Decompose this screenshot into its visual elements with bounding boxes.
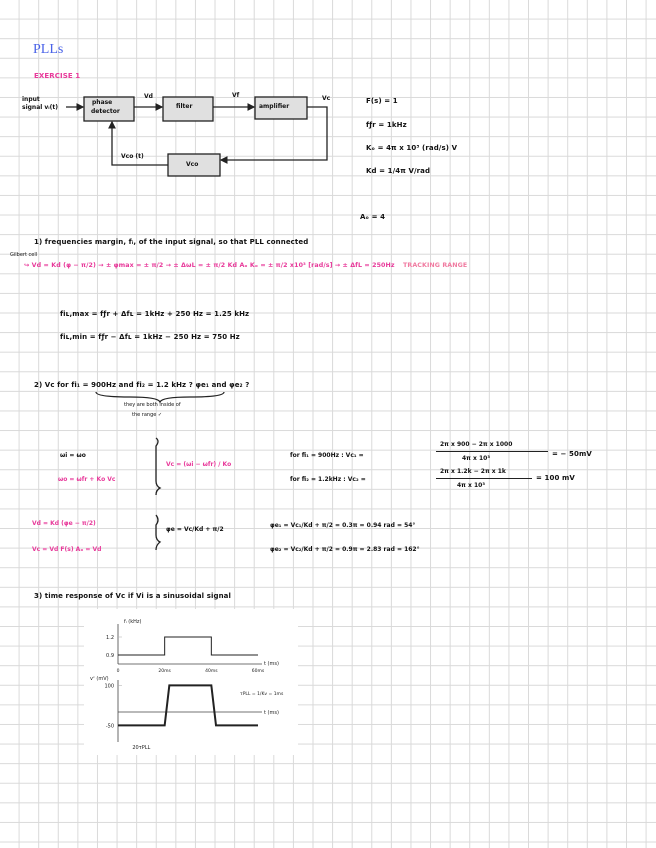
- chart2-ytick-label: 100: [104, 683, 114, 690]
- chart1-ytick-label: 0.9: [106, 653, 114, 659]
- q2-phie2: φe₂ = Vc₂/Kd + π/2 = 0.9π = 2.83 rad = 162°: [270, 546, 420, 553]
- chart1-series-line: [118, 637, 258, 655]
- q2-vc-eq: Vc = (ωi − ωfr) / Ko: [166, 461, 232, 468]
- q2-heading: 2) Vc for fi₁ = 900Hz and fi₂ = 1.2 kHz ? φe₁ and φe₂ ?: [34, 381, 250, 389]
- q1-heading: 1) frequencies margin, fᵢ, of the input signal, so that PLL connected: [34, 238, 309, 246]
- exercise-heading: EXERCISE 1: [34, 72, 81, 80]
- vco-out-label: Vco (t): [121, 153, 144, 160]
- chart2-ylabel: vᶜ (mV): [90, 676, 109, 682]
- q2-note-2: the range ✓: [132, 412, 163, 418]
- input-label-1: input: [22, 96, 40, 103]
- q2-for1: for fi₁ = 900Hz : Vc₁ =: [290, 452, 364, 459]
- tracking-range: TRACKING RANGE: [402, 262, 468, 269]
- chart2-bottom-label: 20τPLL: [132, 745, 151, 751]
- q2-frac2-num: 2π x 1.2k − 2π x 1k: [440, 468, 506, 475]
- amplifier-label: amplifier: [259, 103, 290, 110]
- q2-res1: = − 50mV: [552, 450, 592, 458]
- param-ko: Kₒ = 4π x 10³ (rad/s) V: [366, 144, 458, 152]
- chart2-series-line: [118, 685, 258, 725]
- chart2-tau-label: τPLL = 1/Kv = 1ms: [240, 692, 284, 697]
- chart1-xtick-label: 40ms: [205, 669, 218, 674]
- q2-eq-b: ωo = ωfr + Ko Vc: [58, 476, 116, 483]
- q3-heading: 3) time response of Vc if Vi is a sinusoidal signal: [34, 592, 231, 600]
- phase-detector-label: phase: [92, 99, 113, 106]
- chart1-xtick-label: 0: [116, 669, 120, 674]
- vd-label: Vd: [144, 93, 153, 100]
- filter-label: filter: [176, 103, 193, 110]
- chart1-ytick-label: 1.2: [106, 635, 114, 641]
- chart2-xlabel: t (ms): [264, 710, 279, 716]
- q2-frac1-num: 2π x 900 − 2π x 1000: [440, 441, 513, 448]
- input-label-2: signal vᵢ(t): [22, 104, 58, 111]
- param-ao: Aₒ = 4: [360, 213, 386, 221]
- phase-detector-label-2: detector: [91, 108, 120, 115]
- vco-label: Vco: [186, 161, 199, 168]
- q2-res2: = 100 mV: [536, 474, 575, 482]
- param-kd: Kd = 1/4π V/rad: [366, 167, 431, 175]
- q1-equation-text: ↪ Vd = Kd (φ − π/2) → ± φmax = ± π/2 → ± ΔωL = ± π/2 Kd Aₒ Kₒ = ± π/2 x10³ [rad/s] → ± ΔfL = 250Hz: [24, 262, 395, 269]
- q2-vd: Vd = Kd (φe − π/2): [32, 520, 96, 527]
- q2-eq-a: ωi = ωo: [60, 452, 86, 459]
- param-ffr: fƒr = 1kHz: [366, 121, 407, 129]
- chart1-xtick-label: 60ms: [251, 669, 265, 674]
- q2-note-1: they are both inside of: [124, 402, 181, 408]
- chart2-ytick-label: -50: [105, 723, 114, 730]
- fmin-eq: fiʟ,min = fƒr − Δfʟ = 1kHz − 250 Hz = 750 Hz: [60, 333, 240, 341]
- fmax-eq: fiʟ,max = fƒr + Δfʟ = 1kHz + 250 Hz = 1.25 kHz: [60, 310, 250, 318]
- q2-for2: for fi₂ = 1.2kHz : Vc₂ =: [290, 476, 366, 483]
- vc-label: Vc: [322, 95, 331, 102]
- chart1-xlabel: t (ms): [264, 661, 279, 667]
- chart1-ylabel: fᵢ (kHz): [124, 619, 142, 625]
- chart1-xtick-label: 20ms: [158, 669, 171, 674]
- q2-frac2-den: 4π x 10³: [457, 482, 485, 489]
- vf-label: Vf: [232, 92, 240, 99]
- page-title: PLLs: [33, 42, 64, 57]
- q2-phie: φe = Vc/Kd + π/2: [166, 526, 224, 533]
- param-fs: F(s) = 1: [366, 97, 398, 105]
- q2-frac1-den: 4π x 10³: [462, 455, 490, 462]
- q2-vc: Vc = Vd F(s) Aₒ = Vd: [32, 546, 102, 553]
- q2-phie1: φe₁ = Vc₁/Kd + π/2 = 0.3π = 0.94 rad = 54°: [270, 522, 416, 529]
- gilbert-note: Gilbert cell: [10, 252, 38, 258]
